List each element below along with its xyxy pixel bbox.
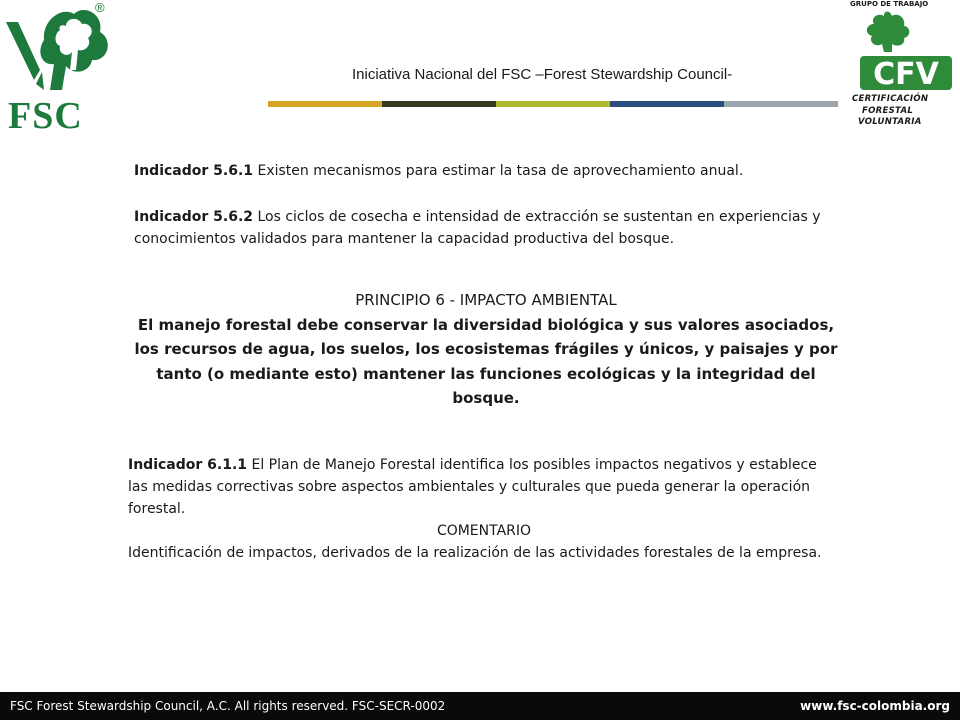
indicator-5-6-2 <box>134 206 846 250</box>
principle-body: El manejo forestal debe conservar la diversidad biológica y sus valores asociados, los recursos de agua, los suelos, los ecosistemas frágiles y únicos, y paisajes y por tanto (o mediante esto) mantener las funciones ecológicas y la integridad del bosque. <box>134 315 838 407</box>
footer-copyright: FSC Forest Stewardship Council, A.C. All rights reserved. FSC-SECR-0002 <box>10 699 446 713</box>
principle-title: PRINCIPIO 6 - IMPACTO AMBIENTAL <box>355 291 617 309</box>
footer-website-link[interactable]: www.fsc-colombia.org <box>800 699 950 713</box>
cfv-line-3: VOLUNTARIA <box>858 117 922 127</box>
comment-heading: COMENTARIO <box>436 523 532 539</box>
fsc-logo <box>0 0 124 137</box>
indicator-text: Los ciclos de cosecha e intensidad de extracción se sustentan en experiencias y conocimientos validados para mantener la capacidad productiva del bosque. <box>134 209 821 247</box>
header-color-bar <box>268 101 838 107</box>
cfv-tree-icon <box>848 8 960 98</box>
principle-block <box>130 288 842 411</box>
fsc-trademark: ® <box>95 0 105 15</box>
comment-text: Identificación de impactos, derivados de la realización de las actividades forestales de la empresa. <box>128 545 822 561</box>
cfv-logo <box>848 0 960 130</box>
indicator-text: El Plan de Manejo Forestal identifica los posibles impactos negativos y establece las medidas correctivas sobre aspectos ambientales y culturales que pueda generar la operación forestal. <box>128 457 817 517</box>
cfv-line-1: CERTIFICACIÓN <box>852 94 929 104</box>
indicator-label: Indicador 5.6.2 <box>134 209 254 225</box>
color-bar-segment <box>496 101 610 107</box>
indicator-text: Existen mecanismos para estimar la tasa de aprovechamiento anual. <box>253 163 744 179</box>
header-title: Iniciativa Nacional del FSC –Forest Stewardship Council- <box>352 66 733 83</box>
color-bar-segment <box>724 101 838 107</box>
fsc-wordmark: FSC <box>8 95 83 137</box>
color-bar-segment <box>268 101 382 107</box>
color-bar-segment <box>382 101 496 107</box>
color-bar-segment <box>610 101 724 107</box>
cfv-line-2: FORESTAL <box>862 106 914 116</box>
indicator-label: Indicador 5.6.1 <box>134 163 254 179</box>
indicator-5-6-1 <box>134 160 844 182</box>
footer-bar <box>0 692 960 720</box>
indicator-label: Indicador 6.1.1 <box>128 457 248 473</box>
cfv-top-label: GRUPO DE TRABAJO <box>850 0 929 8</box>
cfv-mark: CFV <box>873 57 939 92</box>
indicator-6-1-1 <box>128 454 840 564</box>
